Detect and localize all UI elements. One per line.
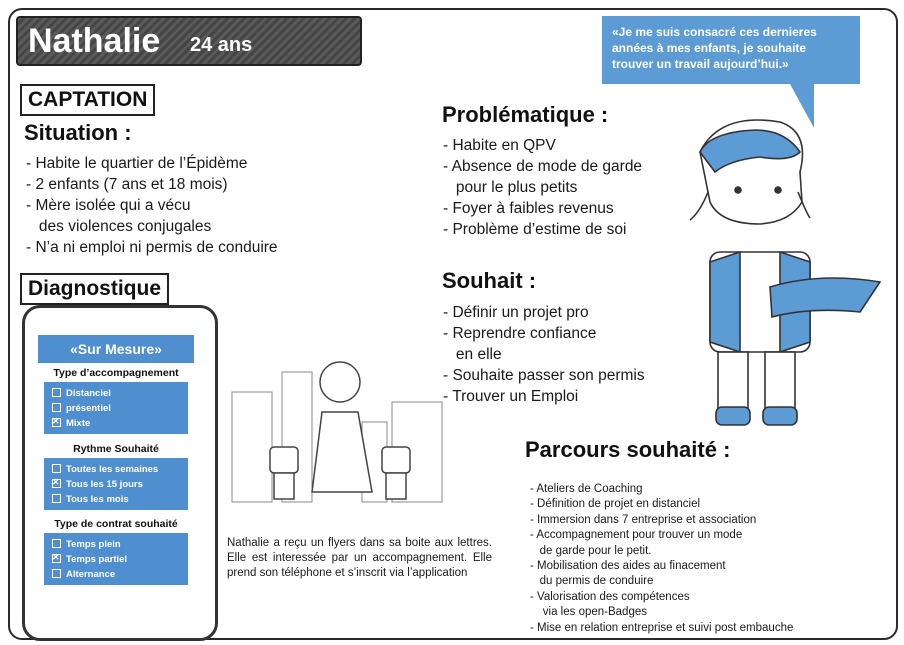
list-item: - Mère isolée qui a vécu	[26, 197, 191, 214]
diagnostique-title: Diagnostique	[20, 273, 169, 305]
list-item: - Mise en relation entreprise et suivi post embauche	[530, 621, 794, 634]
options-block	[44, 533, 188, 585]
parcours-list	[530, 482, 793, 636]
list-item: - Immersion dans 7 entreprise et association	[530, 513, 757, 526]
situation-title: Situation :	[24, 120, 132, 145]
group-label: Type d’accompagnement	[53, 367, 179, 379]
checkbox-icon[interactable]	[52, 569, 61, 578]
list-item: - N’a ni emploi ni permis de conduire	[26, 239, 278, 256]
problematique-title: Problématique :	[442, 102, 609, 127]
list-item: - Mobilisation des aides au finacement	[530, 560, 726, 573]
list-item: - Ateliers de Coaching	[530, 483, 643, 495]
list-item: - Trouver un Emploi	[443, 388, 579, 405]
option-label: Mixte	[66, 418, 91, 429]
option-temps-plein[interactable]	[52, 539, 121, 553]
list-item: - Foyer à faibles revenus	[443, 200, 614, 217]
option-label: Temps partiel	[66, 554, 128, 565]
option-alternance[interactable]	[52, 569, 115, 583]
scene-caption: Nathalie a reçu un flyers dans sa boite aux lettres. Elle est interessée par un accompagnement. Elle prend son téléphone et s’inscrit via l’application	[227, 537, 492, 579]
problematique-list	[443, 135, 642, 240]
option-mixte[interactable]	[52, 418, 90, 432]
souhait-title: Souhait :	[442, 268, 537, 293]
list-item: via les open-Badges	[530, 606, 647, 619]
option-label: Toutes les semaines	[66, 464, 159, 475]
option-label: Tous les mois	[66, 494, 129, 505]
option-label: Alternance	[66, 569, 116, 580]
phone-header: «Sur Mesure»	[38, 335, 194, 363]
list-item: - Reprendre confiance	[443, 325, 597, 342]
options-block	[44, 382, 188, 434]
option-tous-les-mois[interactable]	[52, 494, 129, 508]
list-item: - Souhaite passer son permis	[443, 367, 645, 384]
list-item: pour le plus petits	[443, 179, 578, 196]
quote-bubble: «Je me suis consacré ces dernieres années à mes enfants, je souhaite trouver un travail aujourd’hui.»	[602, 16, 860, 84]
options-block	[44, 458, 188, 510]
checkbox-icon[interactable]	[52, 464, 61, 473]
option-label: Tous les 15 jours	[66, 479, 143, 490]
persona-name: Nathalie	[28, 22, 161, 60]
list-item: en elle	[443, 346, 502, 363]
list-item: du permis de conduire	[530, 575, 654, 588]
checkbox-checked-icon[interactable]	[52, 554, 61, 563]
checkbox-checked-icon[interactable]	[52, 479, 61, 488]
option-toutes-les-semaines[interactable]	[52, 464, 158, 478]
list-item: de garde pour le petit.	[530, 544, 652, 557]
option-label: Temps plein	[66, 539, 121, 550]
checkbox-icon[interactable]	[52, 388, 61, 397]
parcours-title: Parcours souhaité :	[525, 437, 731, 462]
option-presentiel[interactable]	[52, 403, 111, 417]
group-label: Rythme Souhaité	[73, 443, 159, 455]
option-temps-partiel[interactable]	[52, 554, 127, 568]
list-item: - Accompagnement pour trouver un mode	[530, 529, 743, 542]
option-label: présentiel	[66, 403, 111, 414]
list-item: - Problème d’estime de soi	[443, 221, 627, 238]
phone-screen	[38, 335, 194, 593]
checkbox-icon[interactable]	[52, 403, 61, 412]
checkbox-checked-icon[interactable]	[52, 418, 61, 427]
list-item: - Définition de projet en distanciel	[530, 498, 701, 511]
captation-title: CAPTATION	[20, 84, 155, 116]
list-item: - Valorisation des compétences	[530, 590, 690, 603]
souhait-list	[443, 302, 645, 407]
scene-illustration	[222, 352, 462, 530]
list-item: des violences conjugales	[26, 218, 212, 235]
list-item: - Absence de mode de garde	[443, 158, 643, 175]
list-item: - Habite en QPV	[443, 137, 556, 154]
list-item: - Habite le quartier de l’Épidème	[26, 155, 248, 172]
option-tous-les-15-jours[interactable]	[52, 479, 143, 493]
list-item: - 2 enfants (7 ans et 18 mois)	[26, 176, 228, 193]
situation-list	[26, 153, 278, 258]
checkbox-icon[interactable]	[52, 539, 61, 548]
checkbox-icon[interactable]	[52, 494, 61, 503]
list-item: - Définir un projet pro	[443, 304, 589, 321]
group-label: Type de contrat souhaité	[54, 518, 178, 530]
option-label: Distanciel	[66, 388, 111, 399]
persona-age: 24 ans	[190, 34, 253, 56]
persona-illustration	[660, 112, 890, 430]
option-distanciel[interactable]	[52, 388, 111, 402]
name-banner	[16, 16, 362, 66]
